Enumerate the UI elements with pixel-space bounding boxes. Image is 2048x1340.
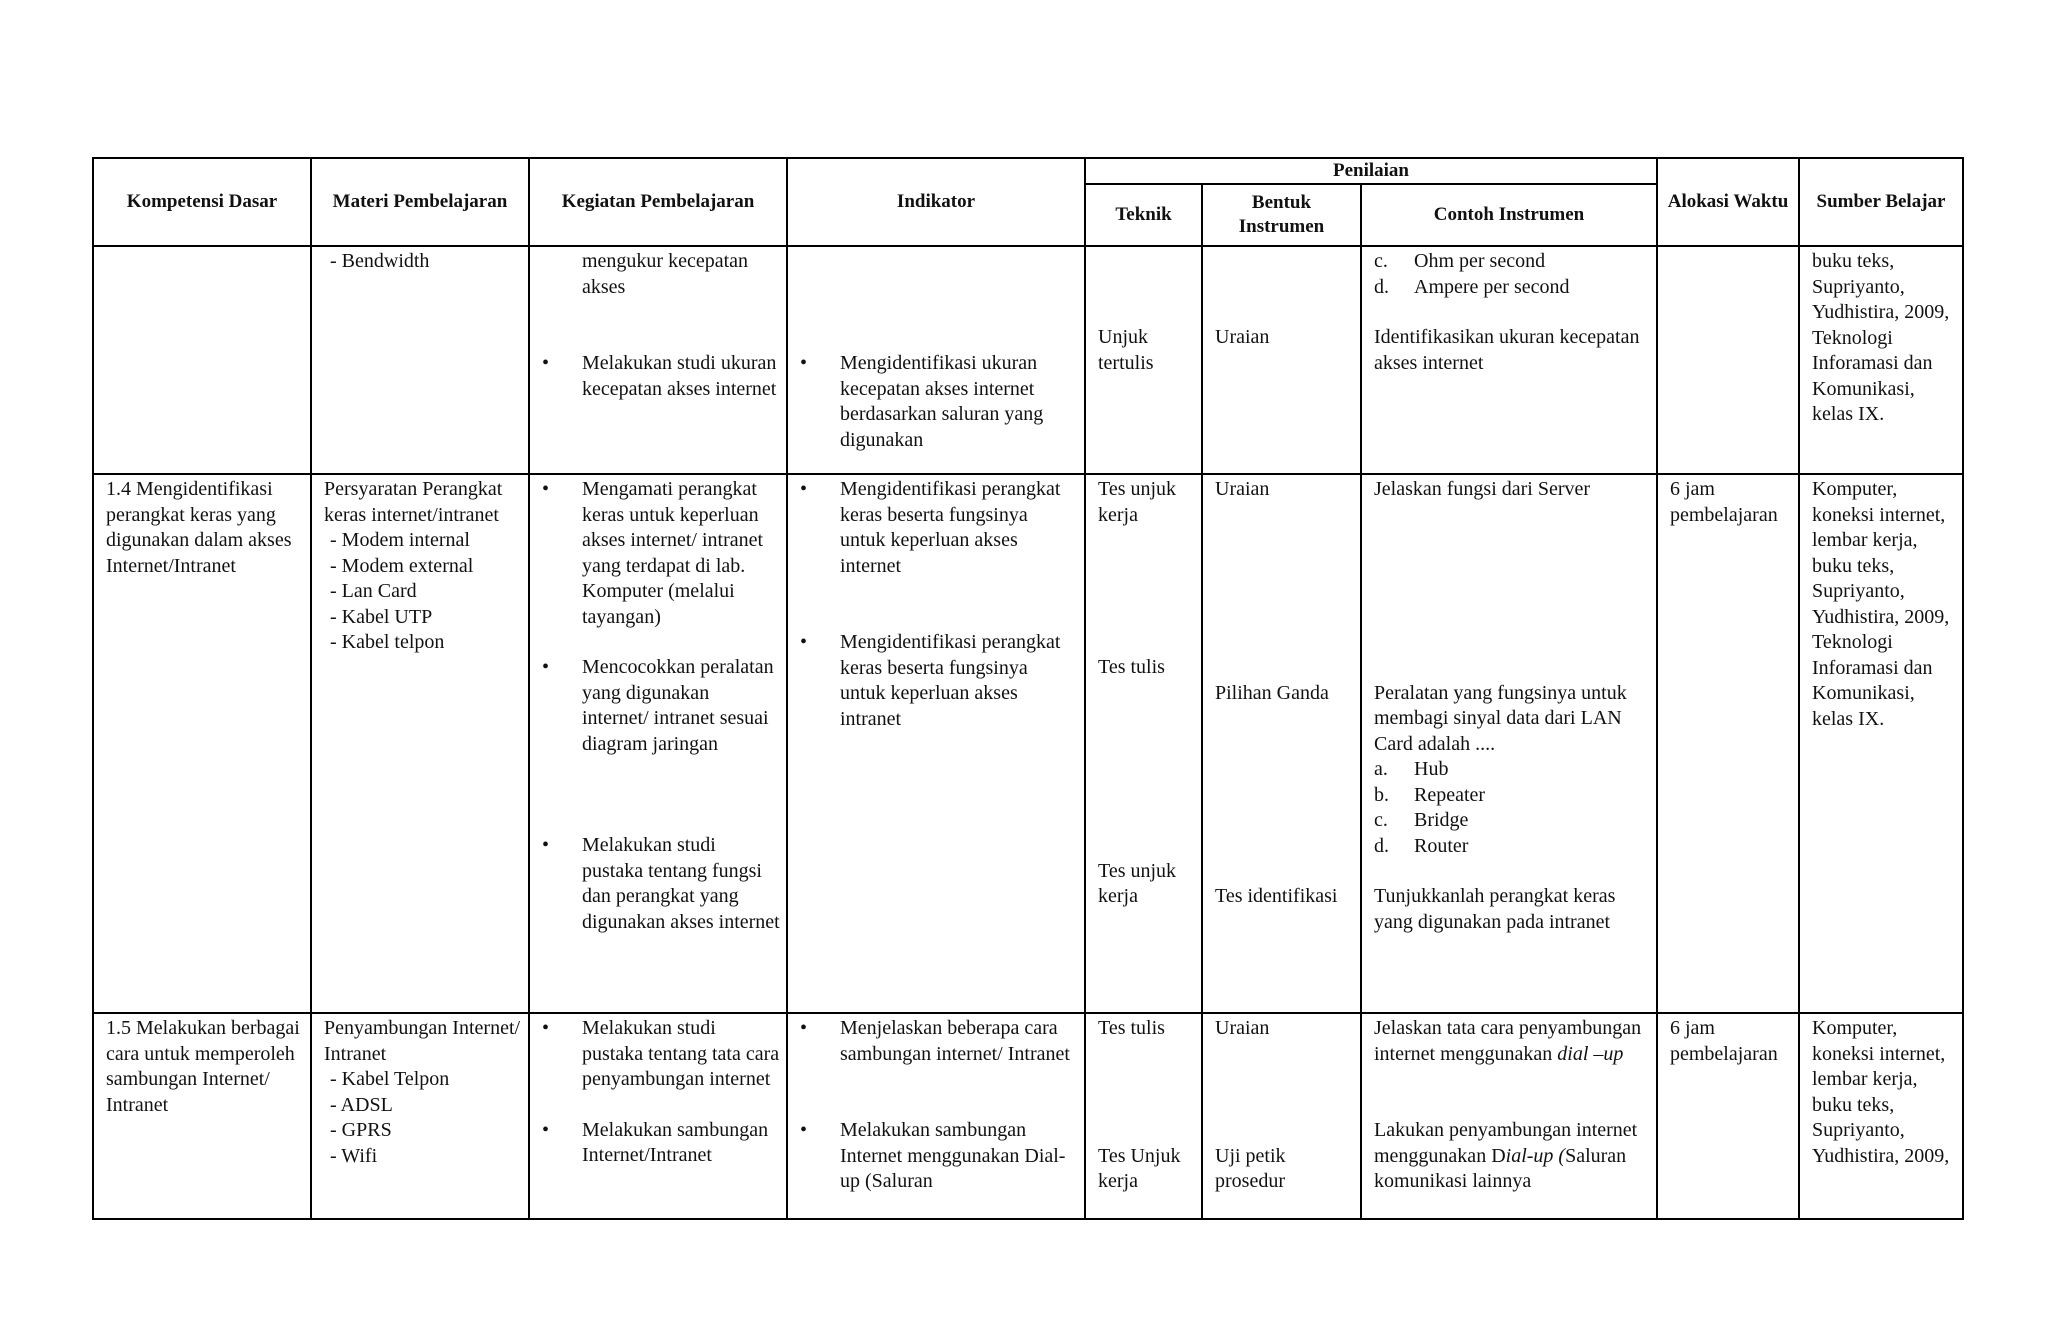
table-row — [93, 246, 1963, 474]
cell-contoh — [1361, 1013, 1657, 1219]
bentuk-item: Tes identifikasi — [1215, 885, 1338, 907]
cell-sumber: buku teks, Supriyanto, Yudhistira, 2009, Teknologi Inforamasi dan Komunikasi, kelas IX. — [1799, 246, 1963, 474]
materi-title: Penyambungan Internet/ Intranet — [324, 1017, 521, 1065]
materi-item: - GPRS — [330, 1119, 392, 1141]
header-kompetensi-dasar: Kompetensi Dasar — [93, 158, 311, 246]
table-row — [93, 1013, 1963, 1219]
cell-alokasi: 6 jam pembelajaran — [1657, 474, 1799, 1013]
bentuk-item: Uraian — [1215, 478, 1270, 500]
cell-kd: 1.5 Melakukan berbagai cara untuk memperoleh sambungan Internet/ Intranet — [93, 1013, 311, 1219]
curriculum-table — [92, 157, 1964, 1220]
materi-item: - ADSL — [330, 1093, 393, 1116]
contoh-option: d. Router — [1374, 834, 1469, 857]
materi-item: - Kabel UTP — [330, 605, 433, 628]
kegiatan-item: • Melakukan studi pustaka tentang fungsi dan perangkat yang digunakan akses internet — [542, 833, 780, 935]
cell-bentuk — [1202, 246, 1361, 474]
contoh-option: d. Ampere per second — [1374, 275, 1570, 298]
cell-teknik — [1085, 1013, 1202, 1219]
kegiatan-item: • Mencocokkan peralatan yang digunakan internet/ intranet sesuai diagram jaringan — [542, 655, 780, 757]
materi-item: - Bendwidth — [330, 250, 430, 272]
cell-indikator — [787, 1013, 1085, 1219]
bentuk-item: Uji petik prosedur — [1215, 1144, 1286, 1192]
cell-kegiatan — [529, 246, 787, 474]
materi-item: - Modem internal — [330, 529, 470, 551]
header-kegiatan: Kegiatan Pembelajaran — [529, 158, 787, 246]
teknik-item: Tes tulis — [1098, 656, 1165, 678]
cell-teknik — [1085, 246, 1202, 474]
materi-item: - Modem external — [330, 554, 474, 577]
header-teknik: Teknik — [1085, 184, 1202, 246]
materi-title: Persyaratan Perangkat keras internet/intranet — [324, 478, 503, 526]
indikator-item: • Mengidentifikasi perangkat keras beserta fungsinya untuk keperluan akses intranet — [800, 630, 1078, 732]
table-row — [93, 474, 1963, 1013]
teknik-item: Tes tulis — [1098, 1017, 1165, 1039]
contoh-text: Lakukan penyambungan internet menggunakan Dial-up (Saluran komunikasi lainnya — [1374, 1119, 1638, 1192]
cell-materi — [311, 474, 529, 1013]
bentuk-item: Uraian — [1215, 326, 1270, 348]
cell-bentuk — [1202, 1013, 1361, 1219]
cell-indikator — [787, 246, 1085, 474]
cell-materi — [311, 246, 529, 474]
header-contoh: Contoh Instrumen — [1361, 184, 1657, 246]
header-bentuk: Bentuk Instrumen — [1202, 184, 1361, 246]
cell-sumber: Komputer, koneksi internet, lembar kerja, buku teks, Supriyanto, Yudhistira, 2009, — [1799, 1013, 1963, 1219]
materi-item: - Lan Card — [330, 580, 417, 602]
materi-item: - Wifi — [330, 1144, 378, 1167]
teknik-item: Tes unjuk kerja — [1098, 478, 1177, 526]
header-sumber: Sumber Belajar — [1799, 158, 1963, 246]
contoh-option: c. Ohm per second — [1374, 250, 1546, 272]
teknik-item: Unjuk tertulis — [1098, 326, 1154, 374]
indikator-item: • Mengidentifikasi perangkat keras beserta fungsinya untuk keperluan akses internet — [800, 477, 1078, 579]
header-alokasi: Alokasi Waktu — [1657, 158, 1799, 246]
kegiatan-continued: mengukur kecepatan akses — [582, 250, 749, 298]
indikator-item: • Melakukan sambungan Internet menggunakan Dial- up (Saluran — [800, 1118, 1078, 1195]
contoh-option: a. Hub — [1374, 758, 1449, 780]
indikator-item: • Menjelaskan beberapa cara sambungan internet/ Intranet — [800, 1016, 1078, 1067]
cell-kd: 1.4 Mengidentifikasi perangkat keras yang digunakan dalam akses Internet/Intranet — [93, 474, 311, 1013]
materi-item: - Kabel telpon — [330, 631, 445, 653]
cell-alokasi — [1657, 246, 1799, 474]
contoh-text: Jelaskan fungsi dari Server — [1374, 478, 1591, 500]
cell-kegiatan — [529, 1013, 787, 1219]
contoh-text: Peralatan yang fungsinya untuk membagi sinyal data dari LAN Card adalah .... — [1374, 681, 1627, 755]
header-penilaian: Penilaian — [1085, 158, 1657, 184]
cell-indikator — [787, 474, 1085, 1013]
cell-alokasi: 6 jam pembelajaran — [1657, 1013, 1799, 1219]
contoh-option: c. Bridge — [1374, 809, 1469, 831]
contoh-text: Identifikasikan ukuran kecepatan akses internet — [1374, 326, 1640, 374]
contoh-text: Jelaskan tata cara penyambungan internet menggunakan dial –up — [1374, 1017, 1642, 1065]
bentuk-item: Pilihan Ganda — [1215, 681, 1329, 704]
cell-teknik — [1085, 474, 1202, 1013]
cell-materi — [311, 1013, 529, 1219]
bentuk-item: Uraian — [1215, 1017, 1270, 1039]
kegiatan-item: • Melakukan sambungan Internet/Intranet — [542, 1118, 780, 1169]
cell-contoh — [1361, 246, 1657, 474]
contoh-text: Tunjukkanlah perangkat keras yang digunakan pada intranet — [1374, 885, 1616, 933]
header-materi: Materi Pembelajaran — [311, 158, 529, 246]
teknik-item: Tes unjuk kerja — [1098, 859, 1177, 907]
kegiatan-item: • Mengamati perangkat keras untuk keperluan akses internet/ intranet yang terdapat di lab. Komputer (melalui tayangan) — [542, 477, 780, 630]
cell-kd — [93, 246, 311, 474]
contoh-option: b. Repeater — [1374, 783, 1486, 806]
header-indikator: Indikator — [787, 158, 1085, 246]
kegiatan-item: • Melakukan studi pustaka tentang tata cara penyambungan internet — [542, 1016, 780, 1093]
indikator-item: • Mengidentifikasi ukuran kecepatan akses internet berdasarkan saluran yang digunakan — [800, 351, 1078, 453]
cell-sumber: Komputer, koneksi internet, lembar kerja, buku teks, Supriyanto, Yudhistira, 2009, Teknologi Inforamasi dan Komunikasi, kelas IX. — [1799, 474, 1963, 1013]
cell-contoh — [1361, 474, 1657, 1013]
cell-bentuk — [1202, 474, 1361, 1013]
table-header — [93, 158, 1963, 246]
materi-item: - Kabel Telpon — [330, 1068, 450, 1090]
teknik-item: Tes Unjuk kerja — [1098, 1144, 1181, 1192]
cell-kegiatan — [529, 474, 787, 1013]
kegiatan-item: • Melakukan studi ukuran kecepatan akses internet — [542, 351, 780, 402]
